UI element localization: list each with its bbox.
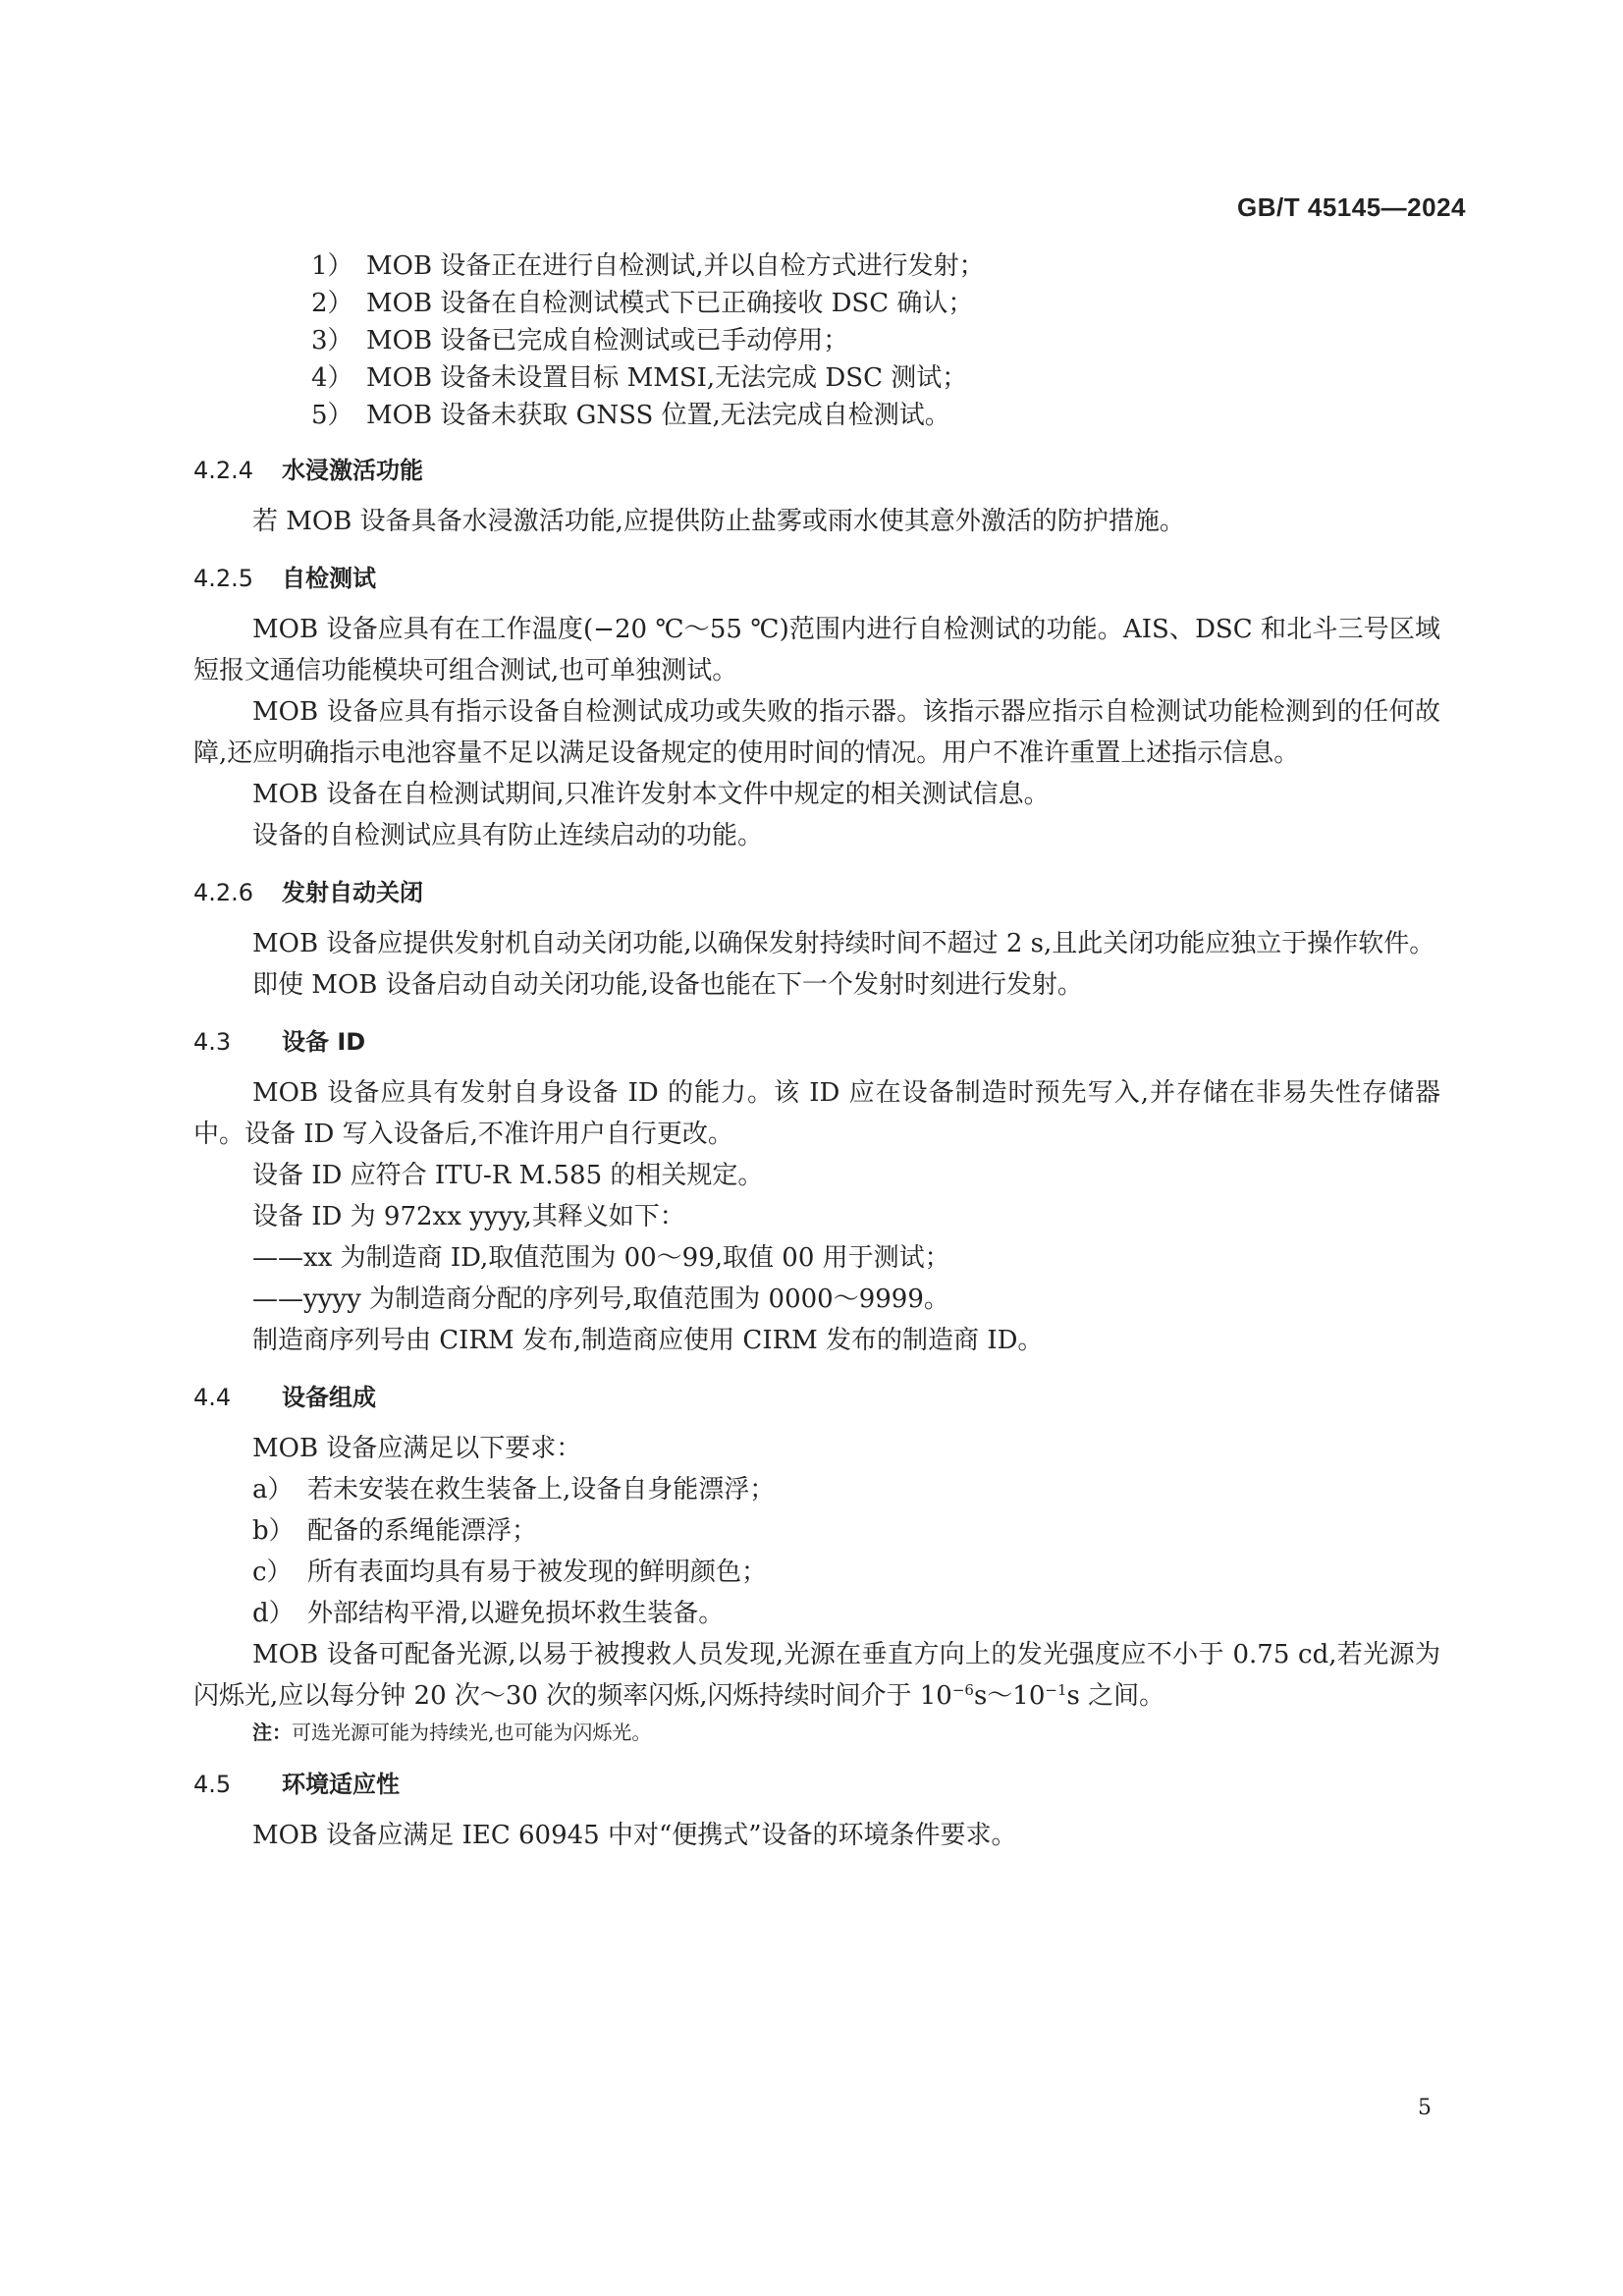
list-item-text: 配备的系绳能漂浮； xyxy=(307,1516,538,1546)
paragraph: 即使 MOB 设备启动自动关闭功能,设备也能在下一个发射时刻进行发射。 xyxy=(252,970,1083,1000)
note xyxy=(193,1717,1440,1748)
paragraph: 若 MOB 设备具备水浸激活功能,应提供防止盐雾或雨水使其意外激活的防护措施。 xyxy=(252,507,1185,536)
list-item xyxy=(193,247,1440,285)
paragraph: MOB 设备应提供发射机自动关闭功能,以确保发射持续时间不超过 2 s,且此关闭功能应独立于操作软件。 xyxy=(252,929,1435,958)
list-item-text: MOB 设备正在进行自检测试,并以自检方式进行发射； xyxy=(366,251,985,281)
section-title: 发射自动关闭 xyxy=(282,879,423,906)
section-heading-4-2-5 xyxy=(193,560,1440,597)
section-number: 4.5 xyxy=(193,1771,232,1798)
section-heading-4-2-6 xyxy=(193,874,1440,911)
paragraph-text: s～10 xyxy=(973,1681,1046,1711)
paragraph: MOB 设备应满足 IEC 60945 中对“便携式”设备的环境条件要求。 xyxy=(252,1821,1017,1850)
list-item-text: MOB 设备未获取 GNSS 位置,无法完成自检测试。 xyxy=(366,401,950,430)
note-label: 注： xyxy=(252,1721,292,1744)
paragraph-text: s 之间。 xyxy=(1066,1681,1165,1711)
list-item-text: 若未安装在救生装备上,设备自身能漂浮； xyxy=(307,1475,776,1504)
list-item-text: 外部结构平滑,以避免损坏救生装备。 xyxy=(307,1599,725,1628)
exponent: −1 xyxy=(1045,1681,1067,1699)
section-number: 4.3 xyxy=(193,1028,232,1056)
list-item xyxy=(193,322,1440,359)
paragraph: 设备 ID 应符合 ITU-R M.585 的相关规定。 xyxy=(252,1161,764,1190)
list-item xyxy=(193,1593,1440,1634)
list-item-number: b） xyxy=(252,1516,295,1546)
section-heading-4-4 xyxy=(193,1379,1440,1416)
list-item-number: 5） xyxy=(311,401,353,430)
paragraph: 设备 ID 为 972xx yyyy,其释义如下： xyxy=(252,1202,685,1231)
paragraph: MOB 设备应满足以下要求： xyxy=(252,1434,582,1463)
list-item-text: 所有表面均具有易于被发现的鲜明颜色； xyxy=(307,1558,768,1587)
list-item xyxy=(193,1469,1440,1510)
list-item xyxy=(193,359,1440,397)
paragraph xyxy=(193,1634,1440,1717)
paragraph: MOB 设备应具有指示设备自检测试成功或失败的指示器。该指示器应指示自检测试功能检测到的任何故障,还应明确指示电池容量不足以满足设备规定的使用时间的情况。用户不准许重置上述指示信息。 xyxy=(193,697,1440,768)
list-item xyxy=(193,397,1440,434)
list-item-number: 3） xyxy=(311,326,353,355)
dash-item: ——yyyy 为制造商分配的序列号,取值范围为 0000～9999。 xyxy=(252,1285,949,1314)
section-heading-4-5 xyxy=(193,1766,1440,1803)
section-heading-4-3 xyxy=(193,1023,1440,1061)
list-item xyxy=(193,1510,1440,1552)
paragraph: 制造商序列号由 CIRM 发布,制造商应使用 CIRM 发布的制造商 ID。 xyxy=(252,1326,1044,1355)
page-number: 5 xyxy=(1418,2096,1432,2120)
section-title: 环境适应性 xyxy=(282,1771,400,1798)
status-list xyxy=(193,247,1440,434)
section-number: 4.2.4 xyxy=(193,457,254,484)
list-item-number: a） xyxy=(252,1475,294,1504)
section-title: 设备组成 xyxy=(282,1384,376,1411)
section-number: 4.2.6 xyxy=(193,879,254,906)
list-item xyxy=(193,1552,1440,1593)
section-number: 4.2.5 xyxy=(193,565,254,592)
document-body xyxy=(193,247,1440,1856)
paragraph: MOB 设备应具有在工作温度(−20 ℃～55 ℃)范围内进行自检测试的功能。AIS、DSC 和北斗三号区域短报文通信功能模块可组合测试,也可单独测试。 xyxy=(193,615,1440,685)
section-title: 水浸激活功能 xyxy=(282,457,423,484)
list-item-number: 4） xyxy=(311,363,353,393)
section-title: 设备 ID xyxy=(282,1028,366,1056)
list-item-text: MOB 设备未设置目标 MMSI,无法完成 DSC 测试； xyxy=(366,363,968,393)
list-item-number: 1） xyxy=(311,251,353,281)
dash-item: ——xx 为制造商 ID,取值范围为 00～99,取值 00 用于测试； xyxy=(252,1243,950,1273)
list-item-number: c） xyxy=(252,1558,293,1587)
list-item-text: MOB 设备已完成自检测试或已手动停用； xyxy=(366,326,849,355)
paragraph: MOB 设备在自检测试期间,只准许发射本文件中规定的相关测试信息。 xyxy=(252,780,1050,809)
paragraph: 设备的自检测试应具有防止连续启动的功能。 xyxy=(252,821,764,850)
list-item xyxy=(193,285,1440,322)
list-item-text: MOB 设备在自检测试模式下已正确接收 DSC 确认； xyxy=(366,289,974,318)
exponent: −6 xyxy=(951,1681,974,1699)
list-item-number: d） xyxy=(252,1599,295,1628)
note-text: 可选光源可能为持续光,也可能为闪烁光。 xyxy=(292,1721,652,1744)
paragraph: MOB 设备应具有发射自身设备 ID 的能力。该 ID 应在设备制造时预先写入,并存储在非易失性存储器中。设备 ID 写入设备后,不准许用户自行更改。 xyxy=(193,1078,1440,1149)
standard-code: GB/T 45145—2024 xyxy=(1237,192,1466,222)
list-item-number: 2） xyxy=(311,289,353,318)
paragraph-text: MOB 设备可配备光源,以易于被搜救人员发现,光源在垂直方向上的发光强度应不小于 0.75 cd,若光源为闪烁光,应以每分钟 20 次～30 次的频率闪烁,闪烁持续时间介于 10 xyxy=(193,1640,1440,1711)
section-heading-4-2-4 xyxy=(193,452,1440,489)
section-title: 自检测试 xyxy=(282,565,376,592)
section-number: 4.4 xyxy=(193,1384,232,1411)
